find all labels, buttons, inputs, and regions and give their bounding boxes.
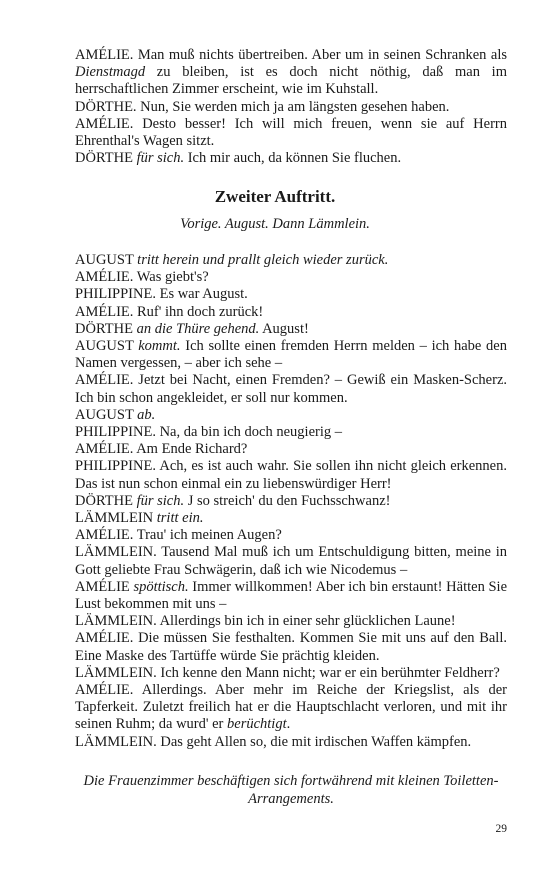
speech-text: AMÉLIE. Am Ende Richard? — [75, 441, 248, 458]
stage-note: kommt. — [138, 338, 181, 355]
speech-text: zu bleiben, ist es doch nicht nöthig, daß man im herrschaftlichen Zimmer erscheint, wie im Kuhstall. — [75, 64, 507, 98]
speech-text: AMÉLIE. Jetzt bei Nacht, einen Fremden? – Gewiß ein Masken-Scherz. Ich bin schon angekleidet, er soll nur kommen. — [75, 372, 507, 406]
cast-line: Vorige. August. Dann Lämmlein. — [180, 216, 370, 232]
speech-text: AMÉLIE. Ruf' ihn doch zurück! — [75, 303, 264, 320]
speech-text: AUGUST — [75, 338, 139, 355]
stage-note: tritt herein und prallt gleich wieder zurück. — [137, 252, 389, 268]
stage-note: an die Thüre gehend. — [136, 320, 260, 337]
speech-paragraph — [75, 407, 507, 424]
speech-paragraph — [75, 286, 507, 303]
speech-paragraph — [75, 630, 507, 664]
speech-paragraph — [75, 338, 507, 372]
speech-text: AMÉLIE. Was giebt's? — [75, 269, 209, 286]
speech-text: . — [286, 716, 291, 733]
stage-direction: Die Frauenzimmer beschäftigen sich fortwährend mit kleinen Toiletten-Arrangements. — [83, 773, 499, 807]
speech-text: LÄMMLEIN. Das geht Allen so, die mit irdischen Waffen kämpfen. — [75, 733, 472, 750]
speech-paragraph — [75, 734, 507, 751]
speech-paragraph — [75, 116, 507, 150]
speech-text: August! — [259, 320, 309, 337]
speech-paragraph — [75, 682, 507, 734]
stage-note: ab. — [137, 406, 156, 423]
speech-paragraph — [75, 252, 507, 269]
speech-text: AUGUST — [75, 406, 138, 423]
speech-paragraph — [75, 527, 507, 544]
speech-paragraph — [75, 665, 507, 682]
stage-note: für sich. — [136, 492, 185, 509]
speech-paragraph — [75, 304, 507, 321]
speech-text: AUGUST — [75, 252, 138, 268]
page-number: 29 — [495, 823, 507, 835]
speech-paragraph — [75, 269, 507, 286]
scene-heading: Zweiter Auftritt. — [214, 187, 336, 206]
speech-paragraph — [75, 579, 507, 613]
speech-text: Ich mir auch, da können Sie fluchen. — [184, 150, 402, 167]
speech-paragraph — [75, 441, 507, 458]
speech-text: DÖRTHE — [75, 492, 137, 509]
speech-text: LÄMMLEIN. Tausend Mal muß ich um Entschuldigung bitten, meine in Gott geliebte Frau Schwägerin, daß ich wie Nicodemus – — [75, 544, 507, 578]
speech-text: AMÉLIE. Allerdings. Aber mehr im Reiche der Kriegslist, als der Tapferkeit. Zuletzt freilich hat er die Hauptschlacht verloren, und mit ihr seinen Ruhm; da wurd' er — [75, 682, 507, 733]
speech-text: DÖRTHE — [75, 150, 137, 167]
speech-paragraph — [75, 458, 507, 492]
stage-note: für sich. — [136, 150, 185, 167]
speech-text: J so streich' du den Fuchsschwanz! — [184, 492, 391, 509]
stage-note: spöttisch. — [133, 578, 189, 595]
speech-paragraph — [75, 321, 507, 338]
speech-text: LÄMMLEIN. Allerdings bin ich in einer sehr glücklichen Laune! — [75, 613, 456, 630]
stage-note: Dienstmagd — [75, 64, 146, 81]
speech-text: PHILIPPINE. Ach, es ist auch wahr. Sie sollen ihn nicht gleich erkennen. Das ist nun schon einmal ein zu liebenswürdiger Herr! — [75, 458, 507, 492]
stage-note: berüchtigt — [227, 716, 287, 733]
dialogue-block-1 — [75, 47, 507, 167]
speech-paragraph — [75, 424, 507, 441]
speech-text: AMÉLIE. Die müssen Sie festhalten. Kommen Sie mit uns auf den Ball. Eine Maske des Tartüffe würde Sie prächtig kleiden. — [75, 630, 507, 664]
speech-text: DÖRTHE — [75, 320, 137, 337]
speech-paragraph — [75, 613, 507, 630]
speech-paragraph — [75, 99, 507, 116]
speech-paragraph — [75, 372, 507, 406]
speech-paragraph — [75, 493, 507, 510]
speech-paragraph — [75, 150, 507, 167]
speech-text: AMÉLIE. Trau' ich meinen Augen? — [75, 527, 282, 544]
speech-text: PHILIPPINE. Es war August. — [75, 286, 248, 303]
speech-paragraph — [75, 47, 507, 99]
speech-text: AMÉLIE — [75, 578, 134, 595]
speech-text: DÖRTHE. Nun, Sie werden mich ja am längsten gesehen haben. — [75, 98, 450, 115]
stage-note: tritt ein. — [156, 510, 204, 527]
speech-paragraph — [75, 510, 507, 527]
speech-text: AMÉLIE. Man muß nichts übertreiben. Aber um in seinen Schranken als — [75, 47, 507, 63]
speech-text: LÄMMLEIN — [75, 510, 157, 527]
speech-text: Immer willkommen! Aber ich bin erstaunt! Hätten Sie Lust bekommen mit uns – — [75, 578, 508, 613]
speech-text: PHILIPPINE. Na, da bin ich doch neugierig – — [75, 424, 342, 441]
speech-text: AMÉLIE. Desto besser! Ich will mich freuen, wenn sie auf Herrn Ehrenthal's Wagen sitzt. — [75, 115, 507, 150]
speech-text: LÄMMLEIN. Ich kenne den Mann nicht; war er ein berühmter Feldherr? — [75, 664, 500, 681]
speech-text: Ich sollte einen fremden Herrn melden – ich habe den Namen vergessen, – aber ich sehe – — [75, 338, 507, 372]
dialogue-block-2 — [75, 252, 507, 751]
speech-paragraph — [75, 544, 507, 578]
